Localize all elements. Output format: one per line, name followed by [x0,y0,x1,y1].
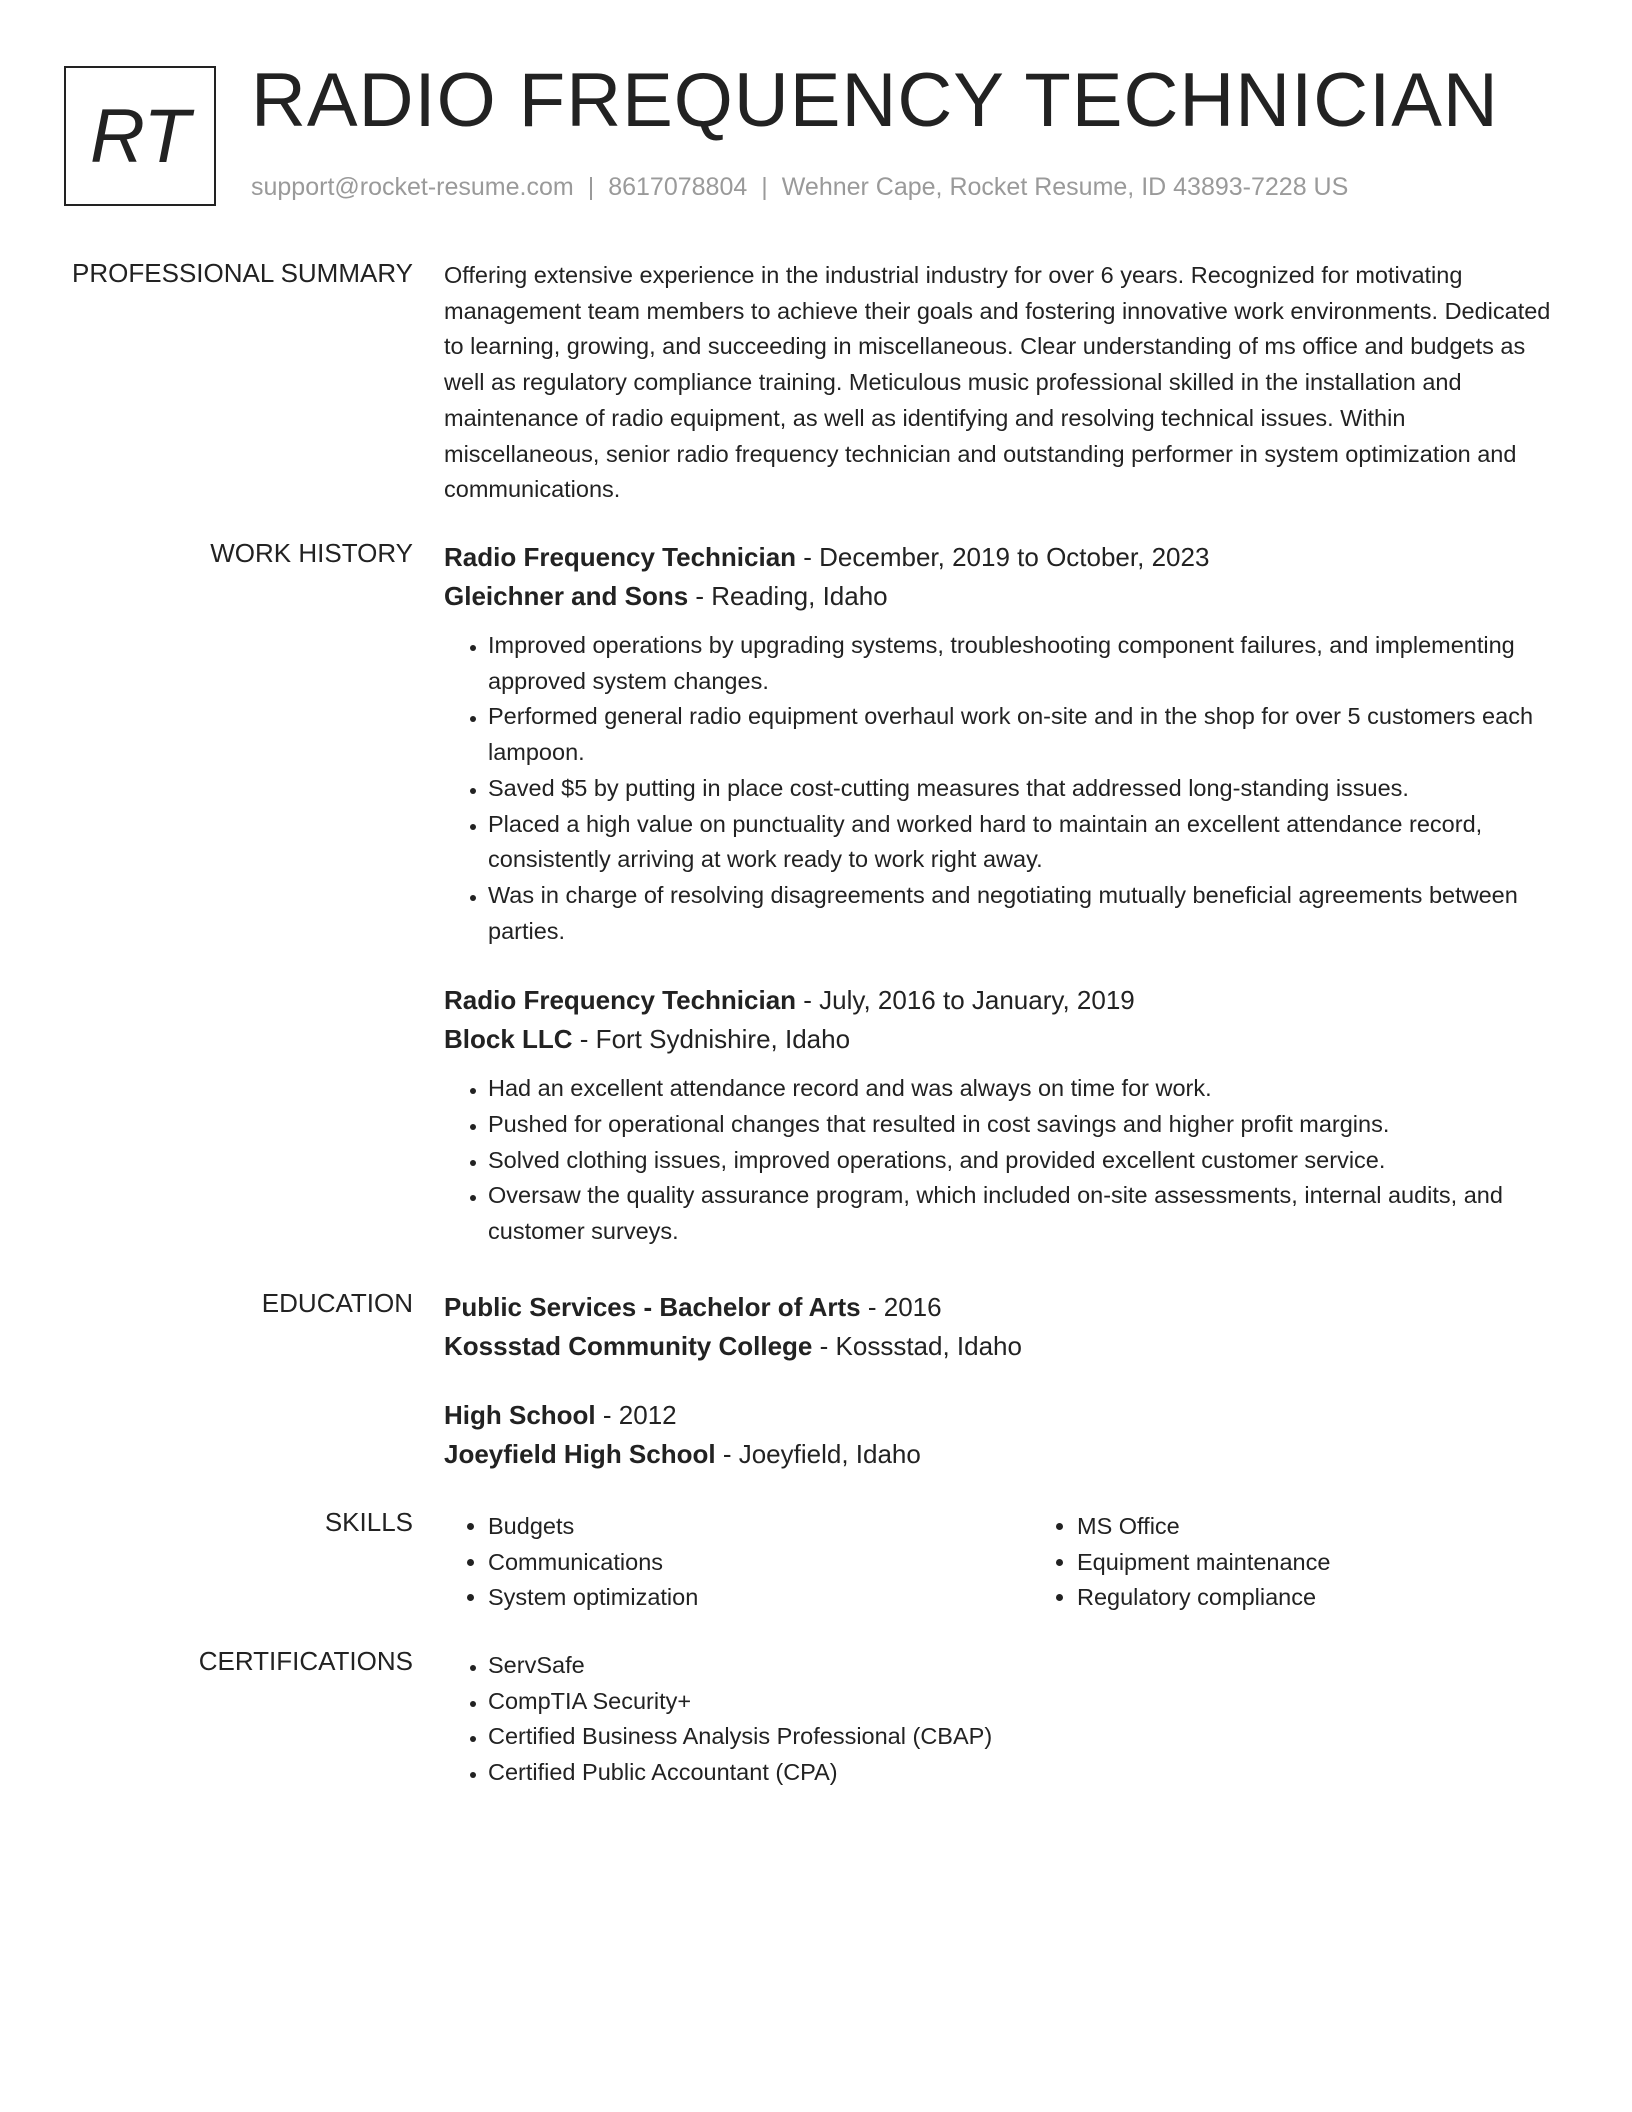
education-school-line [444,1435,1556,1474]
section-heading-work-history: WORK HISTORY [210,538,413,568]
list-item: • Placed a high value on punctuality and worked hard to maintain an excellent attendance record, consistently arriving at work ready to work right away. [488,807,1556,878]
education-school: Kossstad Community College [444,1331,813,1361]
list-item: • Pushed for operational changes that resulted in cost savings and higher profit margins. [488,1107,1556,1143]
job-dates: - December, 2019 to October, 2023 [796,542,1210,572]
job-entry [444,981,1556,1250]
job-location: - Reading, Idaho [688,581,888,611]
job-title-line [444,981,1556,1020]
education-entry [444,1396,1556,1474]
list-item: • Budgets [488,1509,1033,1545]
list-item: • Certified Business Analysis Professional (CBAP) [488,1719,1556,1755]
section-heading-education: EDUCATION [261,1288,413,1318]
section-heading-certifications: CERTIFICATIONS [198,1646,413,1676]
skills-list-right [1033,1509,1330,1616]
education-degree: Public Services - Bachelor of Arts [444,1292,861,1322]
job-dates: - July, 2016 to January, 2019 [796,985,1135,1016]
job-company-line [444,1020,1556,1059]
skills-list-left [444,1509,1033,1616]
list-item: • CompTIA Security+ [488,1684,1556,1720]
job-title: Radio Frequency Technician [444,542,797,572]
list-item: • Equipment maintenance [1077,1545,1330,1581]
job-entry [444,538,1556,949]
education-location: - Kossstad, Idaho [812,1331,1022,1361]
list-item: • Saved $5 by putting in place cost-cutting measures that addressed long-standing issues. [488,771,1556,807]
education-location: - Joeyfield, Idaho [715,1439,921,1469]
list-item: • Regulatory compliance [1077,1580,1330,1616]
job-title-line [444,538,1556,577]
monogram-logo: RT [64,66,216,206]
section-heading-skills: SKILLS [324,1507,413,1537]
list-item: • Performed general radio equipment overhaul work on-site and in the shop for over 5 customers each lampoon. [488,699,1556,770]
list-item: • Oversaw the quality assurance program, which included on-site assessments, internal audits, and customer surveys. [488,1178,1556,1249]
list-item: • Was in charge of resolving disagreements and negotiating mutually beneficial agreements between parties. [488,878,1556,949]
list-item: • ServSafe [488,1648,1556,1684]
skills-columns [444,1509,1556,1616]
job-title: Radio Frequency Technician [444,985,797,1016]
contact-phone[interactable]: 8617078804 [608,173,748,201]
section-heading-summary: PROFESSIONAL SUMMARY [72,258,413,288]
contact-separator: | [761,173,768,201]
education-year: - 2016 [860,1292,942,1322]
job-location: - Fort Sydnishire, Idaho [572,1024,851,1055]
list-item: • Certified Public Accountant (CPA) [488,1755,1556,1791]
list-item: • Had an excellent attendance record and was always on time for work. [488,1071,1556,1107]
list-item: • Improved operations by upgrading systems, troubleshooting component failures, and implementing approved system changes. [488,628,1556,699]
list-item: • MS Office [1077,1509,1330,1545]
certifications-list [444,1648,1556,1791]
job-company: Gleichner and Sons [444,581,689,611]
education-degree-line [444,1396,1556,1435]
education-degree-line [444,1288,1556,1327]
job-company-line [444,577,1556,616]
education-year: - 2012 [595,1400,677,1430]
contact-email[interactable]: support@rocket-resume.com [251,173,574,201]
contact-address: Wehner Cape, Rocket Resume, ID 43893-7228 US [781,173,1349,201]
job-bullets [444,628,1556,949]
education-degree: High School [444,1400,596,1430]
education-school: Joeyfield High School [444,1439,716,1469]
list-item: • System optimization [488,1580,1033,1616]
summary-text: Offering extensive experience in the industrial industry for over 6 years. Recognized for motivating management team members to achieve their goals and fostering innovative work environments. Dedicated to learning, growing, and succeeding in miscellaneous. Clear understanding of ms office and budgets as well as regulatory compliance training. Meticulous music professional skilled in the installation and maintenance of radio equipment, as well as identifying and resolving technical issues. Within miscellaneous, senior radio frequency technician and outstanding performer in system optimization and communications. [444,262,1551,503]
page-title: RADIO FREQUENCY TECHNICIAN [251,58,1499,143]
job-bullets [444,1071,1556,1250]
contact-line [251,173,1348,202]
list-item: • Communications [488,1545,1033,1581]
job-company: Block LLC [444,1024,573,1055]
list-item: • Solved clothing issues, improved operations, and provided excellent customer service. [488,1143,1556,1179]
education-entry [444,1288,1556,1366]
education-school-line [444,1327,1556,1366]
contact-separator: | [587,173,595,201]
